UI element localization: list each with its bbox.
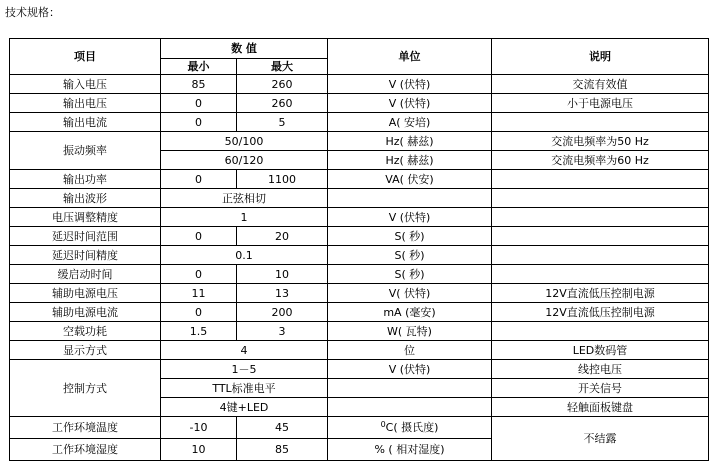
cell-item: 空载功耗 xyxy=(10,322,161,341)
table-row xyxy=(10,113,709,132)
cell-desc: 不结露 xyxy=(492,417,709,461)
table-row xyxy=(10,341,709,360)
cell-min: 0 xyxy=(161,227,237,246)
cell-min: 0 xyxy=(161,94,237,113)
table-row xyxy=(10,227,709,246)
table-row xyxy=(10,189,709,208)
cell-max: 45 xyxy=(237,417,328,439)
cell-item: 延迟时间精度 xyxy=(10,246,161,265)
cell-desc xyxy=(492,113,709,132)
table-row xyxy=(10,246,709,265)
cell-unit xyxy=(328,379,492,398)
cell-max: 5 xyxy=(237,113,328,132)
cell-max: 260 xyxy=(237,75,328,94)
cell-min: 0 xyxy=(161,170,237,189)
cell-desc: 开关信号 xyxy=(492,379,709,398)
cell-unit: VA( 伏安) xyxy=(328,170,492,189)
cell-max: 200 xyxy=(237,303,328,322)
cell-unit: S( 秒) xyxy=(328,265,492,284)
cell-item: 振动频率 xyxy=(10,132,161,170)
cell-min: 11 xyxy=(161,284,237,303)
cell-unit: 位 xyxy=(328,341,492,360)
cell-value: 1－5 xyxy=(161,360,328,379)
cell-item: 延迟时间范围 xyxy=(10,227,161,246)
table-row xyxy=(10,322,709,341)
cell-desc xyxy=(492,322,709,341)
cell-unit: V (伏特) xyxy=(328,75,492,94)
header-desc: 说明 xyxy=(492,39,709,75)
table-row xyxy=(10,132,709,151)
cell-item: 输出电流 xyxy=(10,113,161,132)
header-unit: 单位 xyxy=(328,39,492,75)
table-row xyxy=(10,208,709,227)
header-value: 数 值 xyxy=(161,39,328,59)
cell-desc: 12V直流低压控制电源 xyxy=(492,303,709,322)
table-row xyxy=(10,75,709,94)
cell-unit: Hz( 赫兹) xyxy=(328,151,492,170)
cell-min: -10 xyxy=(161,417,237,439)
cell-desc: 12V直流低压控制电源 xyxy=(492,284,709,303)
cell-unit: V( 伏特) xyxy=(328,284,492,303)
cell-unit: % ( 相对湿度) xyxy=(328,439,492,461)
cell-unit: V (伏特) xyxy=(328,208,492,227)
table-row xyxy=(10,417,709,439)
table-row xyxy=(10,303,709,322)
cell-max: 13 xyxy=(237,284,328,303)
cell-max: 1100 xyxy=(237,170,328,189)
unit-text: C( 摄氏度) xyxy=(385,420,439,434)
cell-max: 20 xyxy=(237,227,328,246)
cell-max: 260 xyxy=(237,94,328,113)
cell-unit xyxy=(328,189,492,208)
cell-value: 4 xyxy=(161,341,328,360)
cell-min: 0 xyxy=(161,113,237,132)
cell-unit: V (伏特) xyxy=(328,360,492,379)
cell-desc: LED数码管 xyxy=(492,341,709,360)
cell-unit: A( 安培) xyxy=(328,113,492,132)
cell-unit xyxy=(328,398,492,417)
cell-desc: 小于电源电压 xyxy=(492,94,709,113)
cell-max: 10 xyxy=(237,265,328,284)
cell-value: 正弦相切 xyxy=(161,189,328,208)
spec-table xyxy=(9,38,709,461)
cell-unit: mA (毫安) xyxy=(328,303,492,322)
cell-item: 工作环境湿度 xyxy=(10,439,161,461)
table-row xyxy=(10,170,709,189)
cell-item: 输入电压 xyxy=(10,75,161,94)
cell-unit: S( 秒) xyxy=(328,246,492,265)
cell-desc xyxy=(492,170,709,189)
cell-unit: S( 秒) xyxy=(328,227,492,246)
cell-item: 输出电压 xyxy=(10,94,161,113)
table-row xyxy=(10,265,709,284)
cell-unit xyxy=(328,417,492,439)
cell-value: 50/100 xyxy=(161,132,328,151)
table-row xyxy=(10,360,709,379)
header-min: 最小 xyxy=(161,59,237,75)
degree-superscript: 0 xyxy=(380,419,386,429)
cell-min: 0 xyxy=(161,265,237,284)
page-heading: 技术规格： xyxy=(5,6,60,19)
cell-min: 0 xyxy=(161,303,237,322)
cell-item: 控制方式 xyxy=(10,360,161,417)
cell-value: 0.1 xyxy=(161,246,328,265)
cell-desc: 交流电频率为50 Hz xyxy=(492,132,709,151)
cell-item: 辅助电源电流 xyxy=(10,303,161,322)
cell-item: 辅助电源电压 xyxy=(10,284,161,303)
header-max: 最大 xyxy=(237,59,328,75)
cell-desc xyxy=(492,189,709,208)
table-row xyxy=(10,94,709,113)
cell-value: 1 xyxy=(161,208,328,227)
cell-desc xyxy=(492,246,709,265)
cell-item: 输出功率 xyxy=(10,170,161,189)
cell-max: 85 xyxy=(237,439,328,461)
cell-min: 10 xyxy=(161,439,237,461)
cell-desc: 线控电压 xyxy=(492,360,709,379)
cell-item: 工作环境温度 xyxy=(10,417,161,439)
cell-min: 1.5 xyxy=(161,322,237,341)
cell-desc xyxy=(492,208,709,227)
table-header-row xyxy=(10,39,709,59)
cell-item: 电压调整精度 xyxy=(10,208,161,227)
cell-value: 60/120 xyxy=(161,151,328,170)
cell-unit: Hz( 赫兹) xyxy=(328,132,492,151)
cell-value: 4键+LED xyxy=(161,398,328,417)
cell-unit: V (伏特) xyxy=(328,94,492,113)
cell-item: 缓启动时间 xyxy=(10,265,161,284)
cell-desc xyxy=(492,265,709,284)
cell-item: 显示方式 xyxy=(10,341,161,360)
cell-item: 输出波形 xyxy=(10,189,161,208)
cell-desc: 轻触面板键盘 xyxy=(492,398,709,417)
cell-value: TTL标准电平 xyxy=(161,379,328,398)
cell-desc: 交流电频率为60 Hz xyxy=(492,151,709,170)
cell-desc: 交流有效值 xyxy=(492,75,709,94)
cell-unit: W( 瓦特) xyxy=(328,322,492,341)
cell-desc xyxy=(492,227,709,246)
cell-max: 3 xyxy=(237,322,328,341)
table-row xyxy=(10,284,709,303)
cell-min: 85 xyxy=(161,75,237,94)
header-item: 项目 xyxy=(10,39,161,75)
